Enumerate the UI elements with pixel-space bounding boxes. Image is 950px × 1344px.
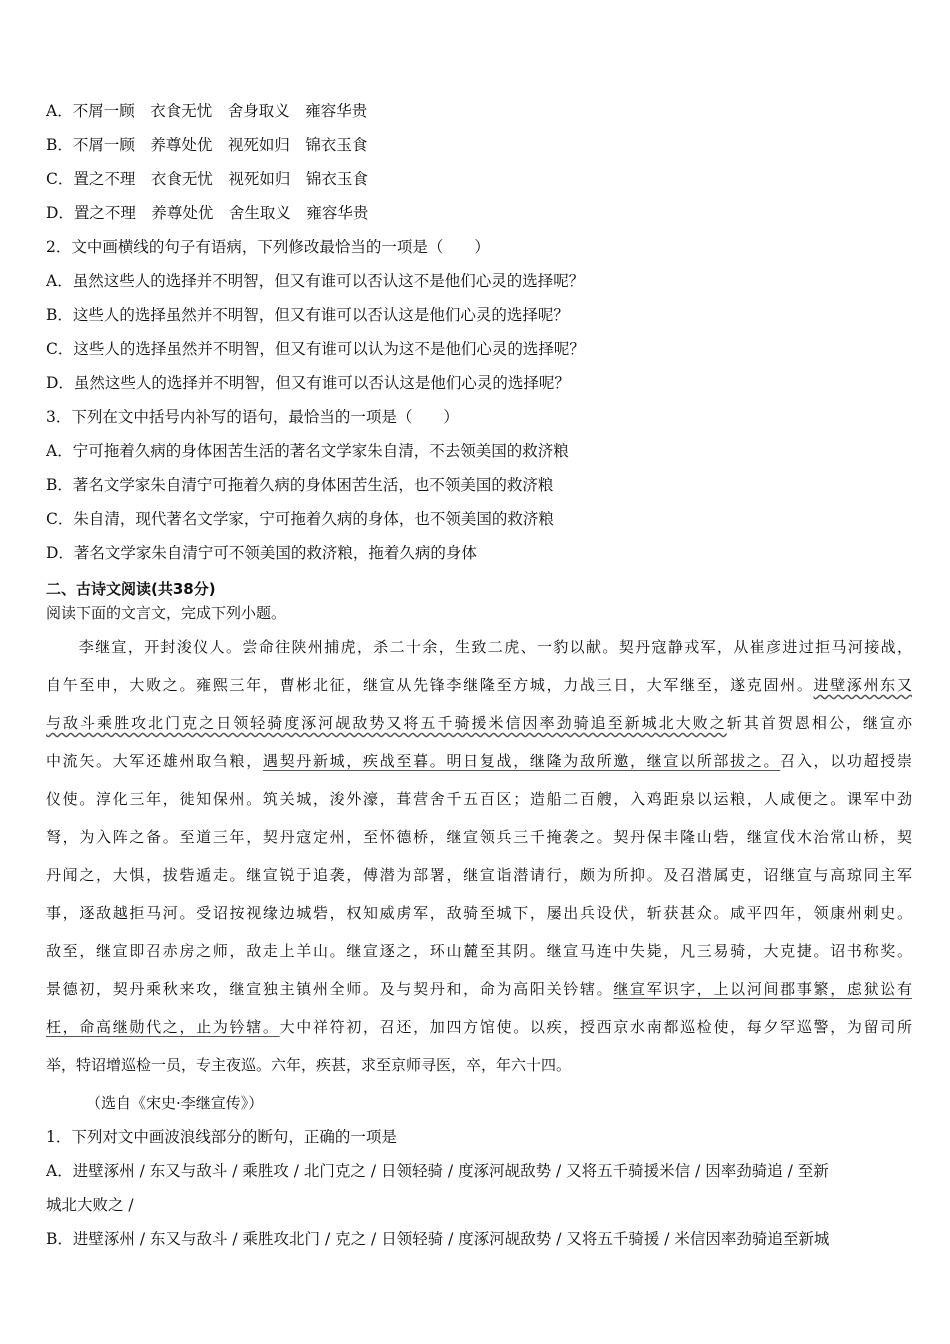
passage-line [46, 674, 912, 696]
q1b-option-a: A．进壁涿州 / 东又与敌斗 / 乘胜攻 / 北门克之 / 日领轻骑 / 度涿河觇敌势 / 又将五千骑援米信 / 因率劲骑追 / 至新 [46, 1162, 829, 1180]
passage-text: 大中祥符初，召还，加四方馆使。以疾，授西京水南都巡检使，每夕罕巡警，为留司所 [279, 1018, 912, 1036]
section-heading: 二、古诗文阅读(共38分) [46, 580, 216, 598]
underlined-sentence: 枉，命高继勋代之，止为钤辖。 [46, 1018, 280, 1036]
passage-line [46, 712, 912, 734]
q3-option-d: D．著名文学家朱自清宁可不领美国的救济粮，拖着久病的身体 [46, 544, 477, 562]
passage-line [46, 978, 912, 1000]
q1-option-a: A．不屑一顾 衣食无忧 舍身取义 雍容华贵 [46, 102, 368, 120]
passage-line: 弩，为入阵之备。至道三年，契丹寇定州，至怀德桥，继宣领兵三千掩袭之。契丹保丰隆山砦，继宣伐木治常山桥，契 [46, 828, 912, 846]
passage-line: 敌至，继宣即召赤房之师，敌走上羊山。继宣逐之，环山麓至其阴。继宣马连中失毙，凡三易骑，大克捷。诏书称奖。 [46, 942, 912, 960]
passage-text: 中流矢。大军还雄州取刍粮， [46, 752, 263, 770]
passage-text: 召入，以功超授崇 [780, 752, 912, 770]
q1b-stem: 1．下列对文中画波浪线部分的断句，正确的一项是 [46, 1128, 397, 1146]
q3-option-b: B．著名文学家朱自清宁可拖着久病的身体困苦生活，也不领美国的救济粮 [46, 476, 554, 494]
passage-line: 仪使。淳化三年，徙知保州。筑关城，浚外濠，葺营舍千五百区；造船二百艘，入鸡距泉以运粮，人咸便之。课军中劲 [46, 790, 912, 808]
passage-line [46, 750, 912, 772]
passage-text: 景德初，契丹乘秋来攻，继宣独主镇州全师。及与契丹和，命为高阳关钤辖。 [46, 980, 614, 998]
q3-stem: 3．下列在文中括号内补写的语句，最恰当的一项是（ ） [46, 408, 459, 426]
passage-line: 丹闻之，大惧，拔砦遁走。继宣锐于追袭，傅潜为部署，继宣诣潜请行，颇为所抑。及召潜属吏，诏继宣与高琼同主军 [46, 866, 912, 884]
q1-option-b: B．不屑一顾 养尊处优 视死如归 锦衣玉食 [46, 136, 368, 154]
q2-option-a: A．虽然这些人的选择并不明智，但又有谁可以否认这不是他们心灵的选择呢？ [46, 272, 585, 290]
q1-option-d: D．置之不理 养尊处优 舍生取义 雍容华贵 [46, 204, 369, 222]
q1-option-c: C．置之不理 衣食无忧 视死如归 锦衣玉食 [46, 170, 368, 188]
passage-text: 自午至申，大败之。雍熙三年，曹彬北征，继宣从先锋李继隆至方城，力战三日，大军继至，遂克固州。 [46, 676, 814, 694]
passage-text: 斩其首贺恩相公，继宣亦 [726, 714, 912, 732]
section-instruction: 阅读下面的文言文，完成下列小题。 [46, 604, 287, 622]
passage-source: （选自《宋史·李继宣传》） [86, 1094, 264, 1112]
underlined-sentence: 遇契丹新城，疾战至暮。明日复战，继隆为敌所邀，继宣以所部拔之。 [262, 752, 781, 770]
q2-option-c: C．这些人的选择虽然并不明智，但又有谁可以认为这不是他们心灵的选择呢？ [46, 340, 585, 358]
q2-option-b: B．这些人的选择虽然并不明智，但又有谁可以否认这是他们心灵的选择呢？ [46, 306, 569, 324]
passage-line: 李继宣，开封浚仪人。尝命往陕州捕虎，杀二十余，生致二虎、一豹以献。契丹寇静戎军，从崔彦进过拒马河接战， [46, 638, 912, 656]
wavy-underlined-text: 与敌斗乘胜攻北门克之日领轻骑度涿河觇敌势又将五千骑援米信因率劲骑追至新城北大败之 [46, 714, 727, 732]
passage-line: 举，特诏增巡检一员，专主夜巡。六年，疾甚，求至京师寻医，卒，年六十四。 [46, 1056, 572, 1074]
q2-stem: 2．文中画横线的句子有语病，下列修改最恰当的一项是（ ） [46, 238, 490, 256]
q1b-option-a-cont: 城北大败之 / [46, 1196, 134, 1214]
underlined-sentence: 继宣军识字，上以河间郡事繁，虑狱讼有 [613, 980, 912, 998]
q3-option-c: C．朱自清，现代著名文学家，宁可拖着久病的身体，也不领美国的救济粮 [46, 510, 554, 528]
passage-line [46, 1016, 912, 1038]
wavy-underlined-text: 进壁涿州东又 [813, 676, 912, 694]
q3-option-a: A．宁可拖着久病的身体困苦生活的著名文学家朱自清，不去领美国的救济粮 [46, 442, 569, 460]
q2-option-d: D．虽然这些人的选择并不明智，但又有谁可以否认这是他们心灵的选择呢？ [46, 374, 570, 392]
passage-line: 事，逐敌越拒马河。受诏按视缘边城砦，权知威虏军，敌骑至城下，屡出兵设伏，斩获甚众。咸平四年，领康州刺史。 [46, 904, 912, 922]
q1b-option-b: B．进壁涿州 / 东又与敌斗 / 乘胜攻北门 / 克之 / 日领轻骑 / 度涿河觇敌势 / 又将五千骑援 / 米信因率劲骑追至新城 [46, 1230, 830, 1248]
